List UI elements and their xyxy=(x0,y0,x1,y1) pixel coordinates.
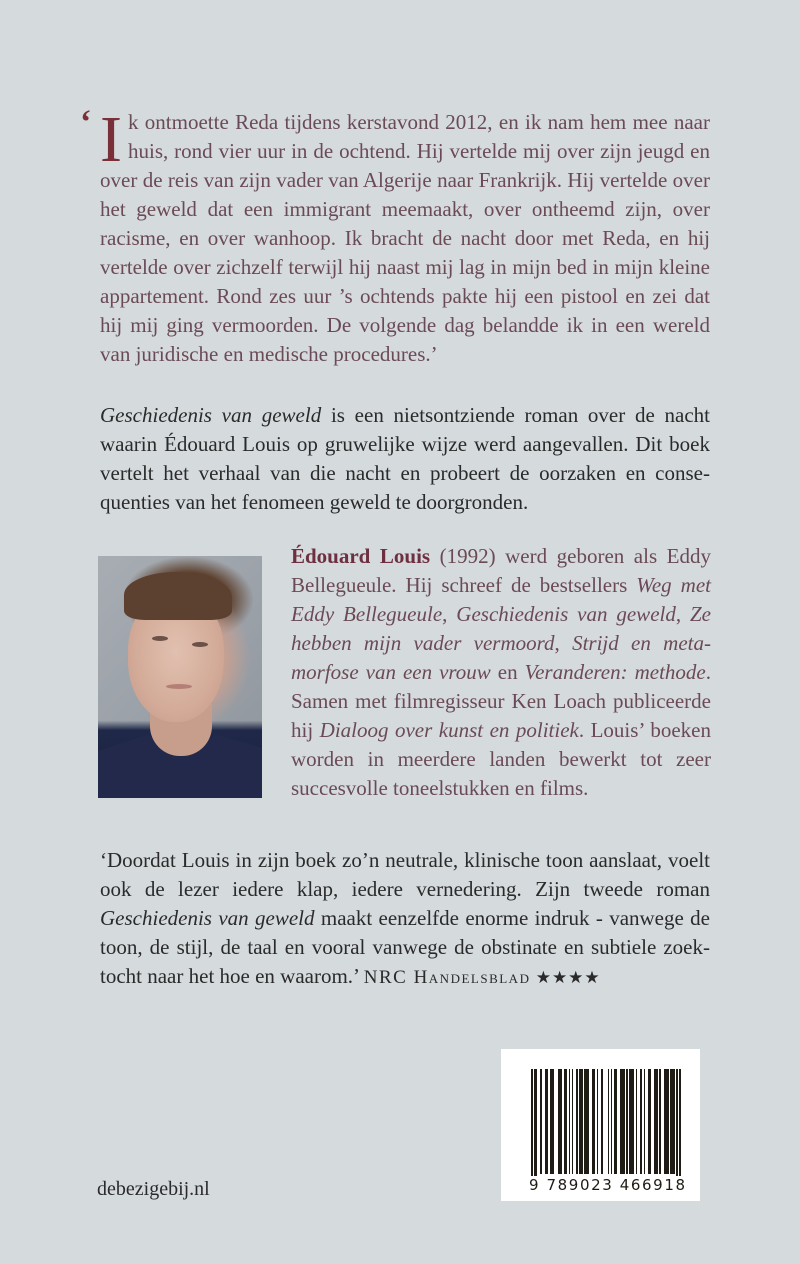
bio-text-segment: , xyxy=(442,602,457,626)
description-text: is een nietsontziende roman over de nacht waarin Édouard Louis op gruwelijke wijze werd aangevallen. Dit boek vertelt het verhaal van die nacht en probeert de oorzaken en consequenties van het fenomeen geweld te doorgronden. xyxy=(100,403,710,514)
rating-stars-icon: ★★★★ xyxy=(535,968,601,987)
book-title: Ze hebben mijn vader vermoord xyxy=(291,602,711,655)
book-title: Weg met Eddy Bellegueule xyxy=(291,573,712,626)
publisher-url[interactable]: debezigebij.nl xyxy=(97,1178,210,1200)
author-photo xyxy=(98,556,262,798)
open-quote-mark: ‘ xyxy=(80,104,92,141)
bio-text-segment: , xyxy=(554,631,573,655)
photo-hair xyxy=(124,572,232,620)
review-book-title: Geschiedenis van geweld xyxy=(100,906,315,930)
bio-text-segment: (1992) werd geboren als Eddy Bellegueule. Hij schreef de bestsellers xyxy=(291,544,711,597)
photo-mouth xyxy=(166,684,192,689)
bio-text xyxy=(291,544,711,800)
book-title: Dialoog over kunst en politiek xyxy=(319,718,579,742)
author-bio xyxy=(291,542,711,803)
bio-text-segment: . Samen met filmregisseur Ken Loach publiceerde hij xyxy=(291,660,711,742)
quote-text: k ontmoette Reda tijdens kerstavond 2012, en ik nam hem mee naar huis, rond vier uur in de ochtend. Hij vertelde mij over zijn jeugd en over de reis van zijn vader van Algerije naar Frankrijk. Hij vertelde over het geweld dat een immigrant meemaakt, over ontheemd zijn, over racisme, en over wanhoop. Ik bracht de nacht door met Reda, en hij vertelde over zichzelf terwijl hij naast mij lag in mijn bed in mijn kleine appartement. Rond zes uur ’s ochtends pakte hij een pistool en zei dat hij mij ging vermoorden. De volgende dag belandde ik in een wereld van juridische en medische procedures.’ xyxy=(100,110,710,366)
bio-text-segment: en xyxy=(490,660,525,684)
book-title: Geschiedenis van geweld xyxy=(456,602,676,626)
photo-eye xyxy=(192,642,208,647)
photo-eye xyxy=(152,636,168,641)
bio-text-segment: . Louis’ boeken worden in meerdere landen bewerkt tot zeer succesvolle toneelstukken en films. xyxy=(291,718,711,800)
bio-text-segment: , xyxy=(675,602,690,626)
book-title: Geschiedenis van geweld xyxy=(100,403,322,427)
author-name: Édouard Louis xyxy=(291,544,431,568)
drop-cap: I xyxy=(100,103,122,176)
book-title: Veranderen: methode xyxy=(524,660,706,684)
isbn-number: 9 789023 466918 xyxy=(529,1176,687,1194)
review-source: NRC Handelsblad xyxy=(363,967,531,988)
opening-quote xyxy=(80,103,710,369)
book-title: Strijd en metamorfose van een vrouw xyxy=(291,631,711,684)
press-review xyxy=(100,846,710,992)
review-text-after: maakt eenzelfde enorme indruk - vanwege de toon, de stijl, de taal en vooral vanwege de obstinate en subtiele zoektocht naar het hoe en waarom.’ xyxy=(100,906,710,988)
isbn-barcode xyxy=(501,1049,700,1201)
book-description xyxy=(100,401,710,517)
review-text-before: ‘Doordat Louis in zijn boek zo’n neutrale, klinische toon aanslaat, voelt ook de lezer iedere klap, iedere vernedering. Zijn tweede roman xyxy=(100,848,710,901)
